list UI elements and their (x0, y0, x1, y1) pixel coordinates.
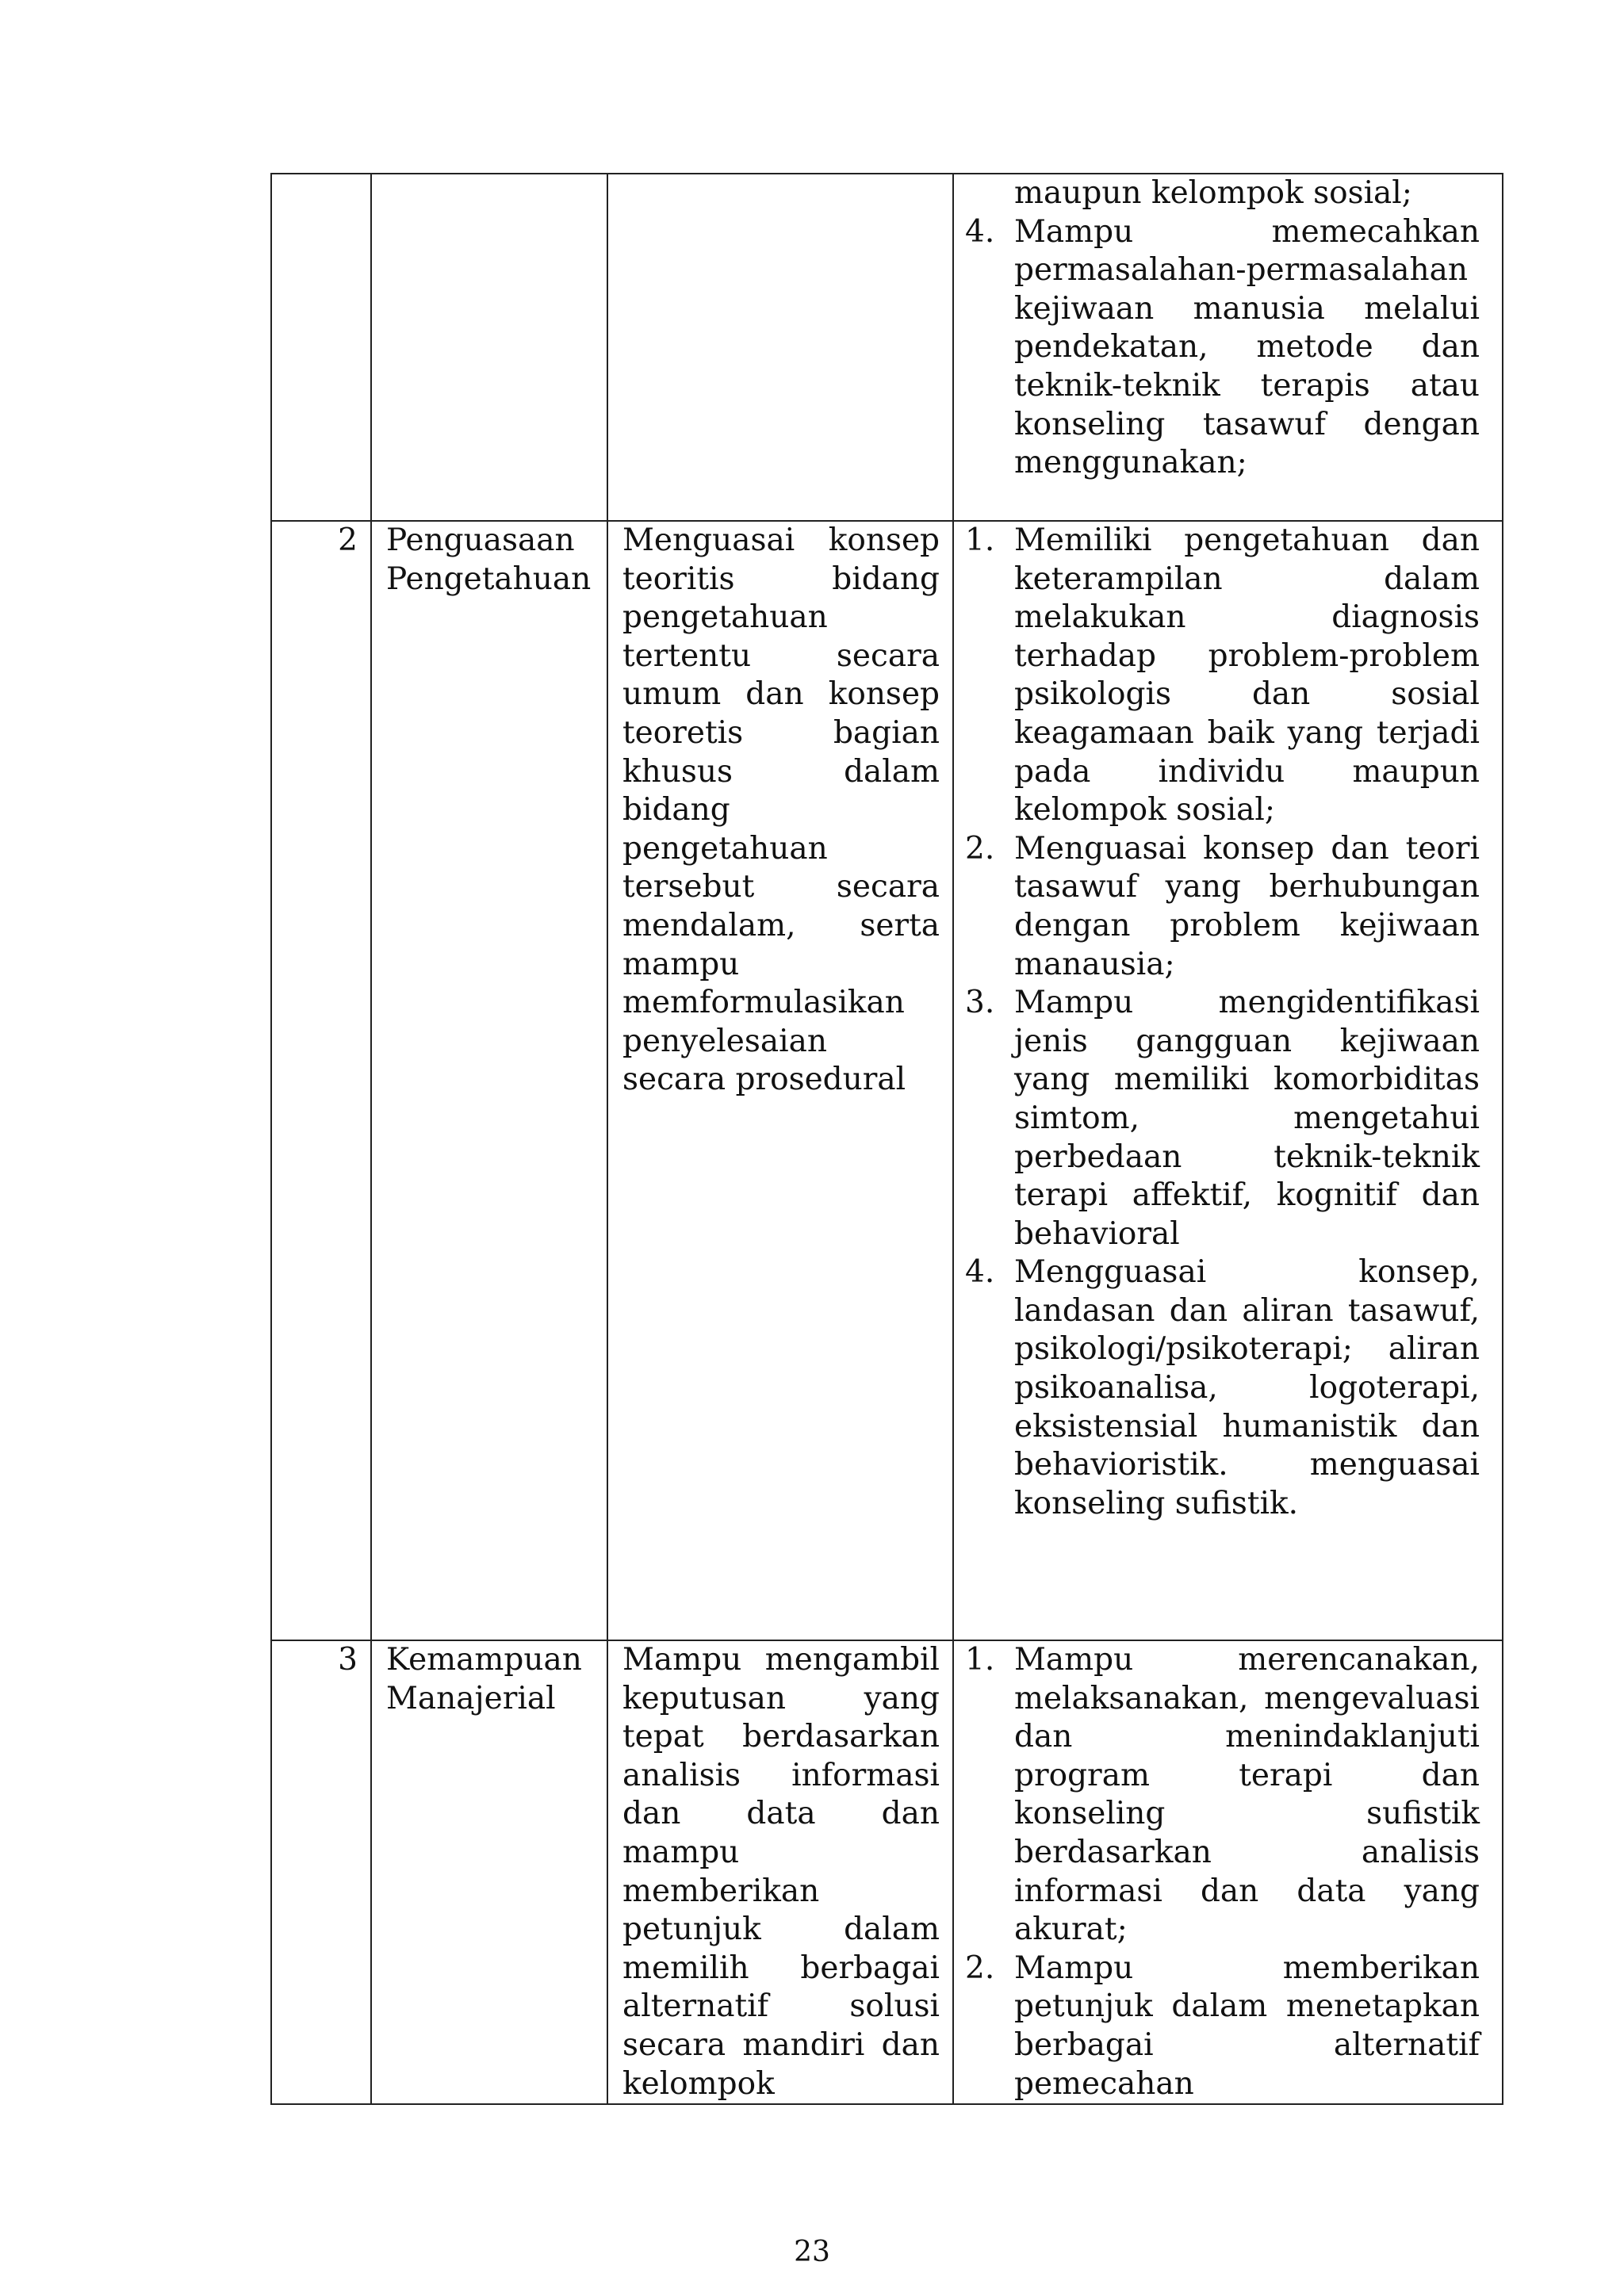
indicator-list (965, 213, 1480, 483)
list-item-text: Mampu memberikan petunjuk dalam menetapkan berbagai alternatif pemecahan (1014, 1950, 1480, 2102)
list-item-number: 3. (965, 985, 995, 1021)
indicator-cell (953, 1640, 1503, 2104)
competency-table (270, 173, 1503, 2105)
indicator-cell (953, 174, 1503, 521)
page-number: 23 (794, 2236, 830, 2268)
list-item-text: Menguasai konsep dan teori tasawuf yang berhubungan dengan problem kejiwaan manausia; (1014, 830, 1480, 982)
table-row (271, 1640, 1503, 2104)
capability-cell (371, 174, 607, 521)
list-item-text: Mengguasai konsep, landasan dan aliran tasawuf, psikologi/psikoterapi; aliran psikoanalisa, logoterapi, eksistensial humanistik dan behavioristik. menguasai konseling sufistik. (1014, 1254, 1480, 1521)
list-item-text: Mampu memecahkan permasalahan-permasalahan kejiwaan manusia melalui pendekatan, metode dan teknik-teknik terapis atau konseling tasawuf dengan menggunakan; (1014, 213, 1480, 481)
capability-cell: Kemampuan Manajerial (371, 1640, 607, 2104)
list-item (965, 830, 1480, 984)
list-item (965, 984, 1480, 1253)
table-row-continuation (271, 174, 1503, 521)
description-cell (607, 1640, 953, 2104)
number-cell: 3 (271, 1640, 371, 2104)
indicator-cell (953, 521, 1503, 1640)
list-item-number: 4. (965, 213, 995, 250)
list-item-text: Mampu merencanakan, melaksanakan, mengevaluasi dan menindaklanjuti program terapi dan konseling sufistik berdasarkan analisis informasi dan data yang akurat; (1014, 1642, 1480, 1948)
indicator-continuation-text: maupun kelompok sosial; (1014, 175, 1412, 211)
list-item (965, 213, 1480, 483)
capability-cell: Penguasaan Pengetahuan (371, 521, 607, 1640)
number-cell: 2 (271, 521, 371, 1640)
list-item-number: 2. (965, 1950, 995, 1986)
list-item-number: 4. (965, 1254, 995, 1291)
list-item (965, 1641, 1480, 1950)
description-cell (607, 174, 953, 521)
list-item (965, 1950, 1480, 2103)
table-row (271, 521, 1503, 1640)
indicator-list (965, 1641, 1480, 2103)
indicator-list (965, 522, 1480, 1523)
list-item-text: Mampu mengidentifikasi jenis gangguan kejiwaan yang memiliki komorbiditas simtom, mengetahui perbedaan teknik-teknik terapi affektif, kognitif dan behavioral (1014, 985, 1480, 1252)
list-item-number: 1. (965, 1642, 995, 1678)
list-item-number: 1. (965, 522, 995, 558)
list-item (965, 522, 1480, 830)
list-item-number: 2. (965, 830, 995, 867)
number-cell (271, 174, 371, 521)
description-text: Menguasai konsep teoritis bidang pengetahuan tertentu secara umum dan konsep teoretis bagian khusus dalam bidang pengetahuan tersebut secara mendalam, serta mampu memformulasikan penyelesaian secara prosedural (622, 522, 940, 1098)
description-text: Mampu mengambil keputusan yang tepat berdasarkan analisis informasi dan data dan mampu memberikan petunjuk dalam memilih berbagai alternatif solusi secara mandiri dan kelompok (622, 1642, 940, 2102)
list-item-text: Memiliki pengetahuan dan keterampilan dalam melakukan diagnosis terhadap problem-problem psikologis dan sosial keagamaan baik yang terjadi pada individu maupun kelompok sosial; (1014, 522, 1480, 828)
list-item (965, 1253, 1480, 1523)
description-cell (607, 521, 953, 1640)
